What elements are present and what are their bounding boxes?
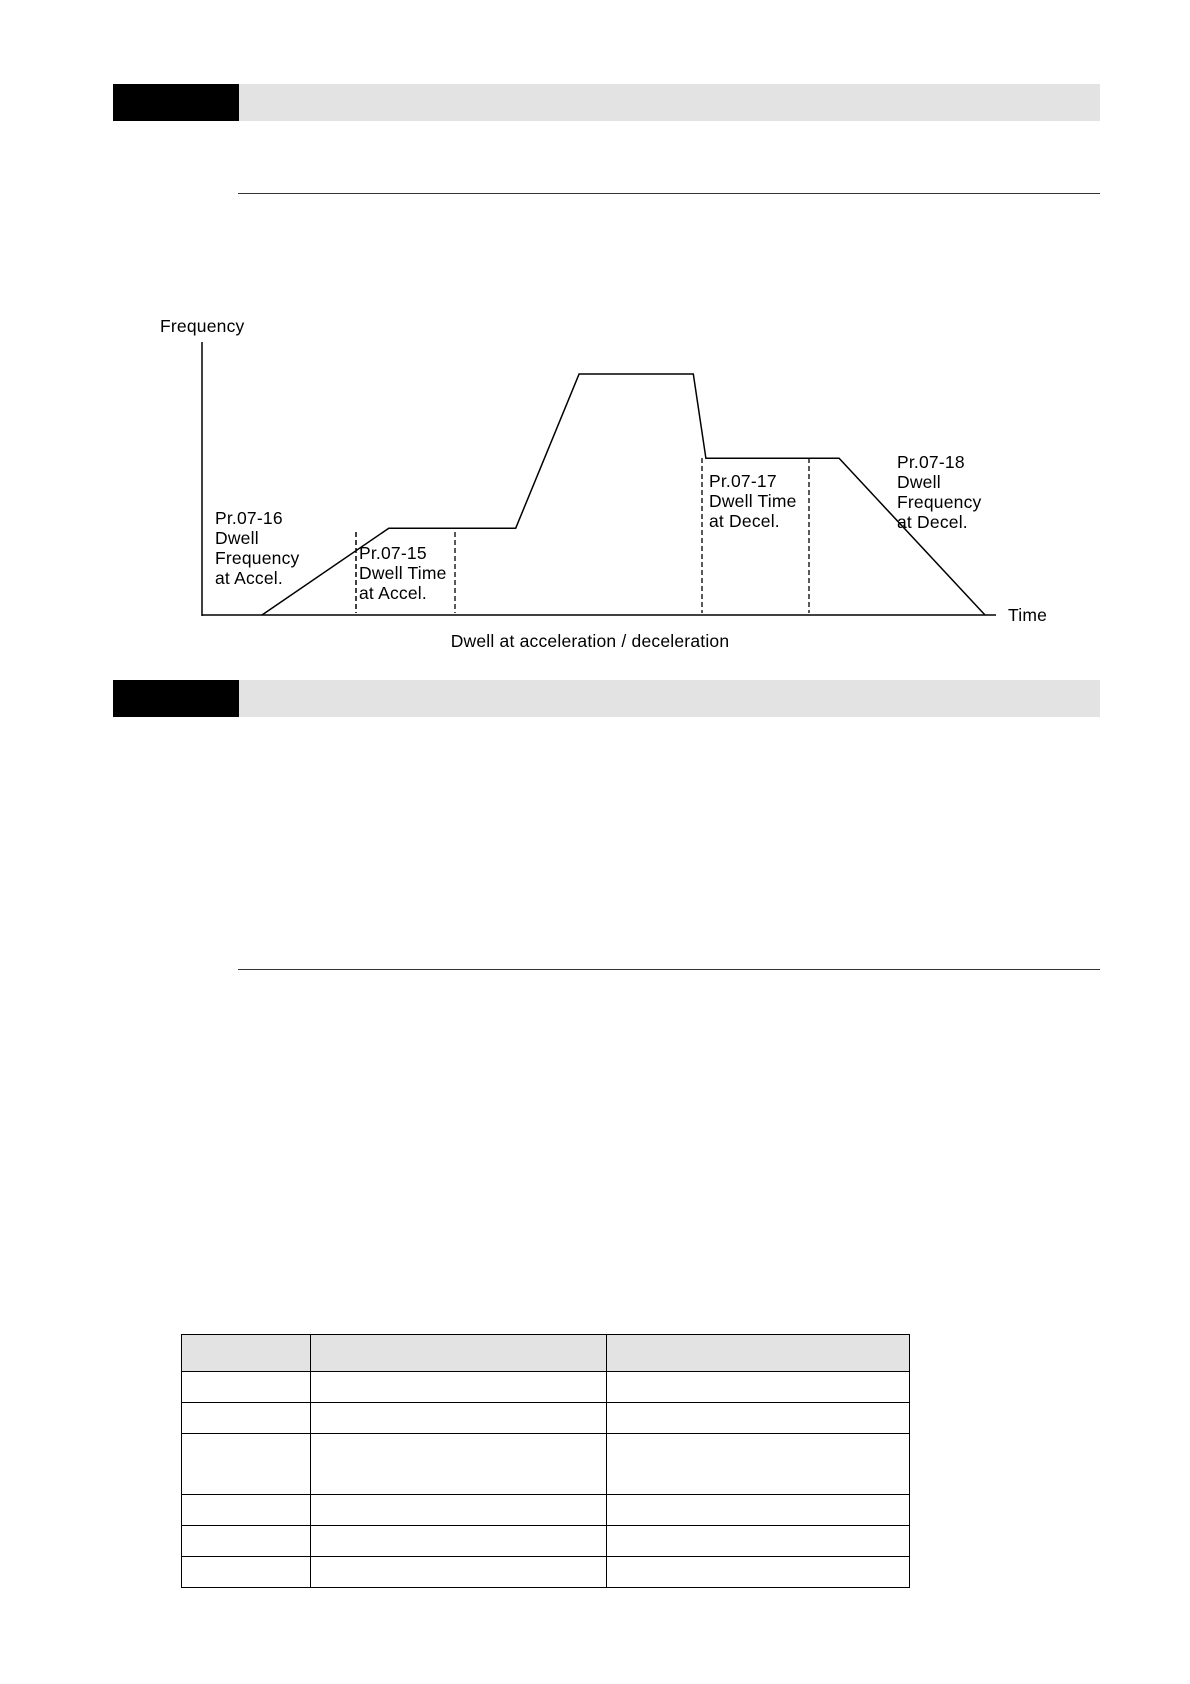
accel-dwell-frequency-annotation	[215, 508, 300, 588]
table-cell	[182, 1403, 311, 1434]
decel-freq-line-1: Pr.07-18	[897, 452, 965, 472]
table-cell	[311, 1557, 607, 1588]
table-row	[182, 1557, 910, 1588]
table-cell	[311, 1526, 607, 1557]
diagram-caption: Dwell at acceleration / deceleration	[450, 631, 730, 651]
settings-table	[181, 1334, 910, 1588]
section-header-bar	[113, 84, 1100, 121]
table-cell	[182, 1557, 311, 1588]
table-cell	[182, 1526, 311, 1557]
decel-dwell-time-annotation	[709, 471, 797, 531]
table-header-cell	[182, 1335, 311, 1372]
table-cell	[607, 1557, 910, 1588]
dwell-diagram	[0, 300, 1190, 670]
table-row	[182, 1403, 910, 1434]
accel-freq-line-3: Frequency	[215, 548, 300, 568]
table-cell	[182, 1495, 311, 1526]
decel-freq-line-4: at Decel.	[897, 512, 968, 532]
decel-freq-line-2: Dwell	[897, 472, 941, 492]
accel-time-line-1: Pr.07-15	[359, 543, 427, 563]
section-header-block	[113, 84, 239, 121]
section-header-bar-2	[113, 680, 1100, 717]
table-cell	[311, 1403, 607, 1434]
accel-time-line-3: at Accel.	[359, 583, 427, 603]
table-cell	[182, 1434, 311, 1495]
table-header-row	[182, 1335, 910, 1372]
table-cell	[311, 1372, 607, 1403]
table-cell	[311, 1434, 607, 1495]
accel-freq-line-2: Dwell	[215, 528, 259, 548]
table-row	[182, 1495, 910, 1526]
decel-dwell-frequency-annotation	[897, 452, 982, 532]
section-header-block-2	[113, 680, 239, 717]
parameter-divider-2	[238, 969, 1100, 970]
table-row	[182, 1434, 910, 1495]
table-cell	[607, 1526, 910, 1557]
y-axis-label: Frequency	[160, 316, 245, 336]
table-row	[182, 1372, 910, 1403]
table-cell	[607, 1403, 910, 1434]
table-cell	[607, 1434, 910, 1495]
decel-time-line-1: Pr.07-17	[709, 471, 777, 491]
accel-freq-line-4: at Accel.	[215, 568, 283, 588]
table-cell	[182, 1372, 311, 1403]
table-cell	[607, 1372, 910, 1403]
accel-freq-line-1: Pr.07-16	[215, 508, 283, 528]
table-header-cell	[607, 1335, 910, 1372]
table-cell	[311, 1495, 607, 1526]
decel-time-line-2: Dwell Time	[709, 491, 797, 511]
x-axis-label: Time	[1008, 605, 1048, 625]
table-header-cell	[311, 1335, 607, 1372]
decel-freq-line-3: Frequency	[897, 492, 982, 512]
table-cell	[607, 1495, 910, 1526]
decel-time-line-3: at Decel.	[709, 511, 780, 531]
dwell-diagram-svg	[0, 300, 1190, 670]
table-row	[182, 1526, 910, 1557]
accel-time-line-2: Dwell Time	[359, 563, 447, 583]
parameter-divider	[238, 193, 1100, 194]
accel-dwell-time-annotation	[359, 543, 447, 603]
